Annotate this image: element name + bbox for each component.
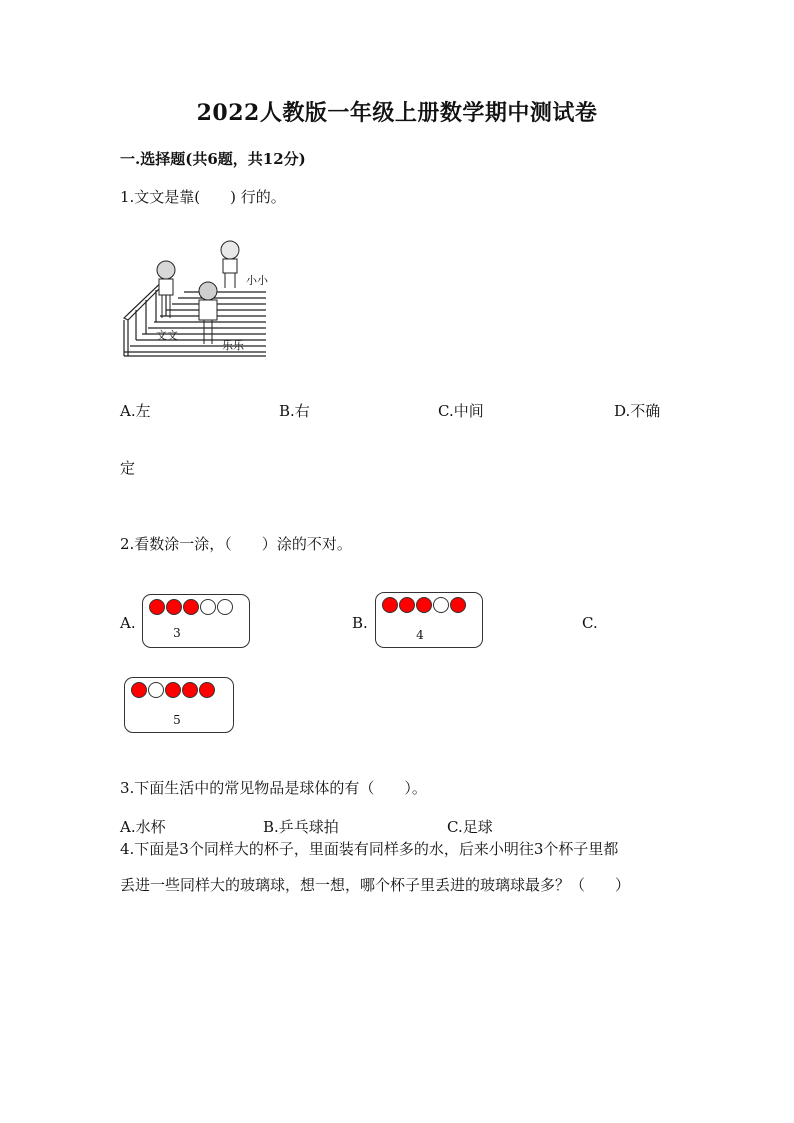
q1-option-c: C.中间 bbox=[438, 402, 484, 420]
q1-option-b: B.右 bbox=[279, 402, 310, 420]
q2-option-c-box bbox=[124, 677, 234, 733]
q1-option-d-continued: 定 bbox=[120, 459, 136, 477]
q2-option-a-box bbox=[142, 594, 250, 648]
section-heading: 一.选择题(共6题，共12分) bbox=[120, 150, 306, 168]
q1-option-a: A.左 bbox=[120, 402, 151, 420]
filled-dot bbox=[382, 597, 398, 613]
q3-option-a: A.水杯 bbox=[120, 818, 166, 836]
filled-dot bbox=[183, 599, 199, 615]
filled-dot bbox=[166, 599, 182, 615]
q2-option-c-label: C. bbox=[582, 614, 598, 632]
filled-dot bbox=[165, 682, 181, 698]
box-number: 3 bbox=[173, 626, 181, 640]
filled-dot bbox=[182, 682, 198, 698]
q1-option-d: D.不确 bbox=[614, 402, 661, 420]
empty-dot bbox=[200, 599, 216, 615]
q3-option-b: B.乒乓球拍 bbox=[263, 818, 339, 836]
filled-dot bbox=[199, 682, 215, 698]
filled-dot bbox=[416, 597, 432, 613]
empty-dot bbox=[433, 597, 449, 613]
box-number: 4 bbox=[416, 628, 424, 642]
question-1-text: 1.文文是靠( ) 行的。 bbox=[120, 188, 286, 206]
label-lele: 乐乐 bbox=[222, 339, 244, 352]
box-number: 5 bbox=[173, 713, 181, 727]
question-4-line-2: 丢进一些同样大的玻璃球，想一想，哪个杯子里丢进的玻璃球最多？（ ） bbox=[120, 876, 631, 894]
q3-option-c: C.足球 bbox=[447, 818, 493, 836]
label-wenwen: 文文 bbox=[156, 329, 178, 342]
empty-dot bbox=[217, 599, 233, 615]
stairs-illustration bbox=[120, 236, 270, 364]
dot-row bbox=[131, 682, 215, 698]
filled-dot bbox=[450, 597, 466, 613]
empty-dot bbox=[148, 682, 164, 698]
filled-dot bbox=[149, 599, 165, 615]
q2-option-a-label: A. bbox=[120, 614, 136, 632]
filled-dot bbox=[131, 682, 147, 698]
question-4-line-1: 4.下面是3个同样大的杯子，里面装有同样多的水，后来小明往3个杯子里都 bbox=[120, 840, 619, 858]
question-2-text: 2.看数涂一涂，（ ）涂的不对。 bbox=[120, 535, 352, 553]
dot-row bbox=[382, 597, 466, 613]
filled-dot bbox=[399, 597, 415, 613]
q2-option-b-box bbox=[375, 592, 483, 648]
page-title: 2022人教版一年级上册数学期中测试卷 bbox=[196, 100, 598, 126]
question-3-text: 3.下面生活中的常见物品是球体的有（ ）。 bbox=[120, 779, 427, 797]
dot-row bbox=[149, 599, 233, 615]
q2-option-b-label: B. bbox=[352, 614, 368, 632]
label-xiaoxiao: 小小 bbox=[246, 274, 268, 287]
